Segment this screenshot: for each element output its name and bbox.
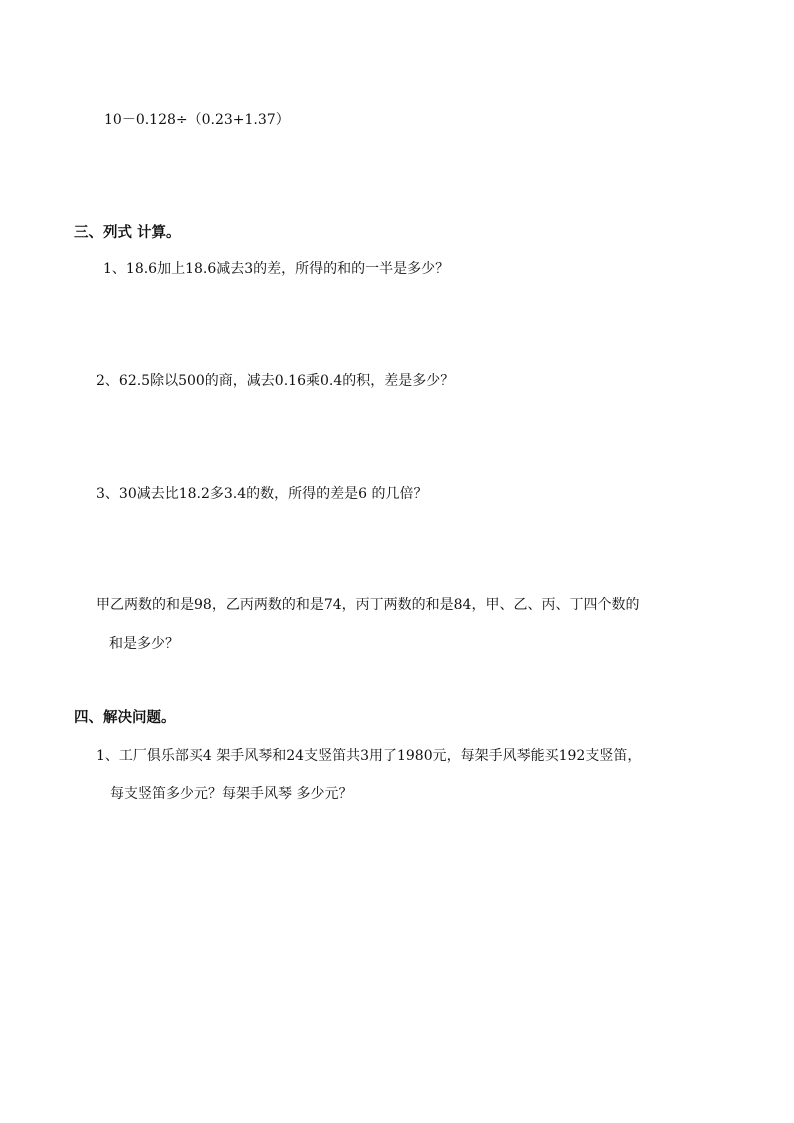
question-3-3: 3、30减去比18.2多3.4的数，所得的差是6 的几倍？ [96, 486, 428, 502]
question-4-1-line-2: 每支竖笛多少元？每架手风琴 多少元？ [110, 786, 353, 802]
question-3-4-line-2: 和是多少？ [109, 636, 179, 652]
question-4-1-line-1: 1、工厂俱乐部买4 架手风琴和24支竖笛共3用了1980元，每架手风琴能买192支竖笛， [96, 748, 642, 764]
section-3-heading: 三、列式 计算。 [74, 225, 181, 241]
section-4-heading: 四、解决问题。 [74, 710, 176, 726]
question-3-4-line-1: 甲乙两数的和是98，乙丙两数的和是74，丙丁两数的和是84，甲、乙、丙、丁四个数的 [96, 597, 640, 613]
question-3-2: 2、62.5除以500的商，减去0.16乘0.4的积，差是多少？ [96, 373, 455, 389]
top-expression: 10－0.128÷（0.23+1.37） [104, 112, 290, 128]
question-3-1: 1、18.6加上18.6减去3的差，所得的和的一半是多少？ [103, 261, 450, 277]
